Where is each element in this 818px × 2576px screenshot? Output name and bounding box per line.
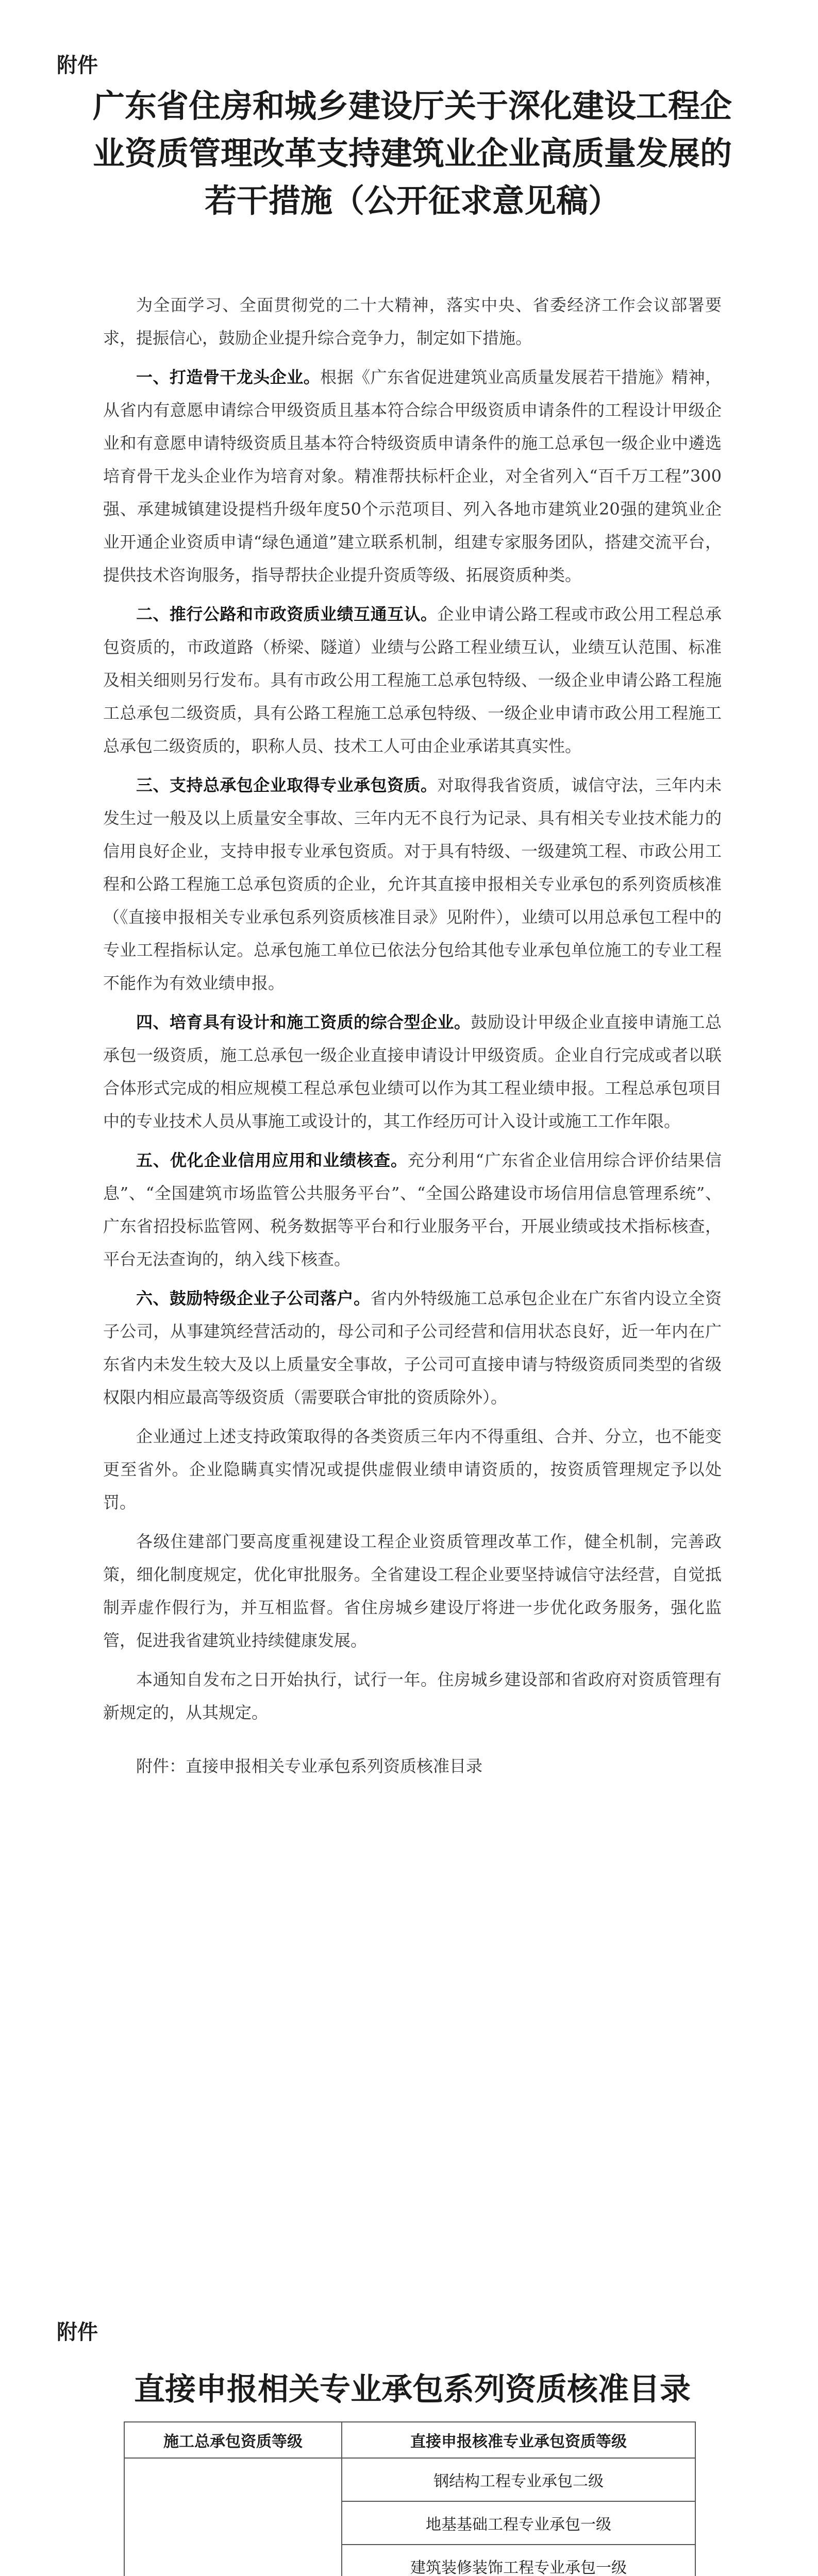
group-cell: [124, 2458, 342, 2576]
catalog-title: 直接申报相关专业承包系列资质核准目录: [134, 2371, 691, 2408]
measure-paragraph: [103, 361, 722, 591]
measure-heading: 六、鼓励特级企业子公司落户。: [136, 1289, 371, 1308]
intro-paragraph: 为全面学习、全面贯彻党的二十大精神，落实中央、省委经济工作会议部署要求，提振信心，鼓励企业提升综合竞争力，制定如下措施。: [103, 295, 722, 348]
qualification-cell: 地基基础工程专业承包一级: [342, 2501, 695, 2545]
measure-paragraph: [103, 769, 722, 999]
measure-heading: 三、支持总承包企业取得专业承包资质。: [136, 775, 438, 795]
measure-heading: 五、优化企业信用应用和业绩核查。: [136, 1150, 408, 1170]
column-header: 直接申报核准专业承包资质等级: [342, 2422, 695, 2458]
measure-heading: 一、打造骨干龙头企业。: [136, 367, 321, 387]
measure-text: 根据《广东省促进建筑业高质量发展若干措施》精神，从省内有意愿申请综合甲级资质且基本符合综合甲级资质申请条件的工程设计甲级企业和有意愿申请特级资质且基本符合特级资质申请条件的施工总承包一级企业中遴选培育骨干龙头企业作为培育对象。精准帮扶标杆企业，对全省列入“百千万工程”300强、承建城镇建设提档升级年度50个示范项目、列入各地市建筑业20强的建筑业企业开通企业资质申请“绿色通道”建立联系机制，组建专家服务团队，搭建交流平台，提供技术咨询服务，指导帮扶企业提升资质等级、拓展资质种类。: [103, 367, 722, 585]
measure-text: 对取得我省资质，诚信守法，三年内未发生过一般及以上质量安全事故、三年内无不良行为记录、具有相关专业技术能力的信用良好企业，支持申报专业承包资质。对于具有特级、一级建筑工程、市政公用工程和公路工程施工总承包资质的企业，允许其直接申报相关专业承包的系列资质核准（《直接申报相关专业承包系列资质核准目录》见附件），业绩可以用总承包工程中的专业工程指标认定。总承包施工单位已依法分包给其他专业承包单位施工的专业工程不能作为有效业绩申报。: [103, 775, 722, 993]
measure-heading: 二、推行公路和市政资质业绩互通互认。: [136, 604, 438, 624]
table-header-row: [124, 2422, 695, 2458]
measure-text: 充分利用“广东省企业信用综合评价结果信息”、“全国建筑市场监管公共服务平台”、“全国公路建设市场信用信息管理系统”、广东省招投标监管网、税务数据等平台和行业服务平台，开展业绩或技术指标核查，平台无法查询的，纳入线下核查。: [103, 1150, 722, 1269]
title-line: 业资质管理改革支持建筑业企业高质量发展的: [92, 134, 732, 172]
attachment-label: 附件: [57, 54, 98, 77]
measure-paragraph: [103, 598, 722, 762]
title-line: 若干措施（公开征求意见稿）: [204, 182, 620, 219]
attachment-reference: 附件：直接申报相关专业承包系列资质核准目录: [136, 1756, 483, 1776]
qualification-cell: 建筑装修装饰工程专业承包一级: [342, 2545, 695, 2576]
measure-text: 企业申请公路工程或市政公用工程总承包资质的，市政道路（桥梁、隧道）业绩与公路工程业绩互认，业绩互认范围、标准及相关细则另行发布。具有市政公用工程施工总承包特级、一级企业申请公路工程施工总承包二级资质，具有公路工程施工总承包特级、一级企业申请市政公用工程施工总承包二级资质的，职称人员、技术工人可由企业承诺其真实性。: [103, 604, 722, 756]
column-header: 施工总承包资质等级: [124, 2422, 342, 2458]
closing-paragraph: 本通知自发布之日开始执行，试行一年。住房城乡建设部和省政府对资质管理有新规定的，从其规定。: [103, 1670, 722, 1722]
measure-text: 鼓励设计甲级企业直接申请施工总承包一级资质，施工总承包一级企业直接申请设计甲级资质。企业自行完成或者以联合体形式完成的相应规模工程总承包业绩可以作为其工程业绩申报。工程总承包项目中的专业技术人员从事施工或设计的，其工作经历可计入设计或施工工作年限。: [103, 1012, 722, 1131]
qualification-cell: 钢结构工程专业承包二级: [342, 2458, 695, 2501]
measure-heading: 四、培育具有设计和施工资质的综合型企业。: [136, 1012, 471, 1032]
measure-paragraph: [103, 1144, 722, 1276]
title-line: 广东省住房和城乡建设厅关于深化建设工程企: [92, 87, 732, 125]
measure-paragraph: [103, 1282, 722, 1414]
table-row: [124, 2458, 695, 2501]
catalog-attachment-label: 附件: [57, 2320, 98, 2344]
closing-paragraph: 企业通过上述支持政策取得的各类资质三年内不得重组、合并、分立，也不能变更至省外。企业隐瞒真实情况或提供虚假业绩申请资质的，按资质管理规定予以处罚。: [103, 1427, 722, 1512]
closing-paragraph: 各级住建部门要高度重视建设工程企业资质管理改革工作，健全机制，完善政策，细化制度规定，优化审批服务。全省建设工程企业要坚持诚信守法经营，自觉抵制弄虚作假行为，并互相监督。省住房城乡建设厅将进一步优化政务服务，强化监管，促进我省建筑业持续健康发展。: [103, 1532, 722, 1650]
catalog-table: [124, 2421, 696, 2576]
measure-paragraph: [103, 1006, 722, 1138]
measure-text: 省内外特级施工总承包企业在广东省内设立全资子公司，从事建筑经营活动的，母公司和子公司经营和信用状态良好，近一年内在广东省内未发生较大及以上质量安全事故，子公司可直接申请与特级资质同类型的省级权限内相应最高等级资质（需要联合审批的资质除外）。: [103, 1289, 722, 1407]
document-body: [103, 289, 722, 1789]
document-title: [77, 82, 747, 225]
